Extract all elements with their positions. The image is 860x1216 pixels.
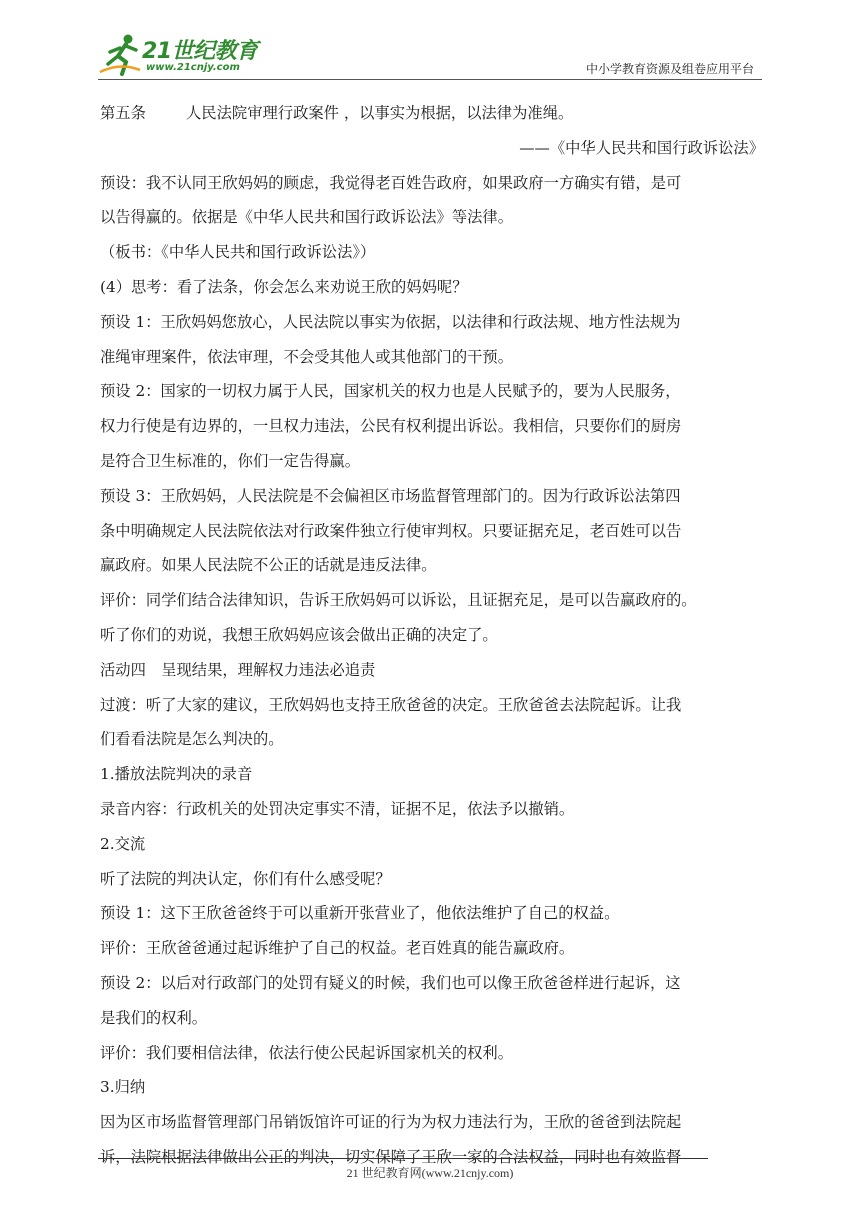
text-line: 预设：我不认同王欣妈妈的顾虑，我觉得老百姓告政府，如果政府一方确实有错，是可	[100, 173, 682, 192]
page-header	[98, 30, 762, 80]
text-line: 以告得赢的。依据是《中华人民共和国行政诉讼法》等法律。	[100, 208, 514, 227]
logo-title: 21世纪教育	[142, 39, 258, 64]
text-line: 2.交流	[100, 834, 146, 853]
text-line: 1.播放法院判决的录音	[100, 765, 253, 784]
text-line: 诉，法院根据法律做出公正的判决，切实保障了王欣一家的合法权益，同时也有效监督	[100, 1147, 682, 1166]
footer-divider	[98, 1158, 708, 1159]
text-line: 预设 1：这下王欣爸爸终于可以重新开张营业了，他依法维护了自己的权益。	[100, 904, 620, 923]
text-line: 评价：我们要相信法律，依法行使公民起诉国家机关的权利。	[100, 1043, 514, 1062]
text-line: 是符合卫生标准的，你们一定告得赢。	[100, 451, 361, 470]
text-line: 们看看法院是怎么判决的。	[100, 730, 284, 749]
article-text: 人民法院审理行政案件 ，以事实为根据，以法律为准绳。	[186, 104, 574, 122]
header-divider	[98, 79, 762, 80]
text-line: 听了你们的劝说，我想王欣妈妈应该会做出正确的决定了。	[100, 625, 498, 644]
text-line: 预设 3：王欣妈妈，人民法院是不会偏袒区市场监督管理部门的。因为行政诉讼法第四	[100, 486, 681, 505]
text-line: 因为区市场监督管理部门吊销饭馆许可证的行为为权力违法行为，王欣的爸爸到法院起	[100, 1113, 682, 1132]
section-heading: 活动四 呈现结果，理解权力违法必追责	[100, 660, 376, 679]
platform-name: 中小学教育资源及组卷应用平台	[585, 62, 754, 76]
page-footer[interactable]: 21 世纪教育网(www.21cnjy.com)	[346, 1166, 514, 1180]
article-label: 第五条	[100, 104, 146, 122]
article-quote	[100, 96, 764, 131]
text-line: （板书：《中华人民共和国行政诉讼法》）	[100, 243, 376, 262]
text-line: 过渡：听了大家的建议，王欣妈妈也支持王欣爸爸的决定。王欣爸爸去法院起诉。让我	[100, 695, 682, 714]
article-source: ——《中华人民共和国行政诉讼法》	[519, 138, 764, 157]
text-line: 3.归纳	[100, 1078, 146, 1097]
text-line: 评价：同学们结合法律知识，告诉王欣妈妈可以诉讼，且证据充足，是可以告赢政府的。	[100, 591, 697, 610]
text-line: 条中明确规定人民法院依法对行政案件独立行使审判权。只要证据充足，老百姓可以告	[100, 521, 682, 540]
text-line: 听了法院的判决认定，你们有什么感受呢？	[100, 869, 391, 888]
site-logo[interactable]	[98, 30, 268, 78]
runner-logo-icon	[98, 32, 142, 76]
text-line: (4）思考：看了法条，你会怎么来劝说王欣的妈妈呢？	[100, 277, 468, 296]
text-line: 预设 2：国家的一切权力属于人民，国家机关的权力也是人民赋予的，要为人民服务，	[100, 382, 681, 401]
text-line: 权力行使是有边界的，一旦权力违法，公民有权利提出诉讼。我相信，只要你们的厨房	[100, 417, 682, 436]
logo-url: www.21cnjy.com	[146, 62, 240, 73]
text-line: 是我们的权利。	[100, 1008, 208, 1027]
text-line: 赢政府。如果人民法院不公正的话就是违反法律。	[100, 556, 437, 575]
text-line: 预设 1：王欣妈妈您放心，人民法院以事实为依据，以法律和行政法规、地方性法规为	[100, 312, 681, 331]
text-line: 录音内容：行政机关的处罚决定事实不清，证据不足，依法予以撤销。	[100, 799, 575, 818]
text-line: 评价：王欣爸爸通过起诉维护了自己的权益。老百姓真的能告赢政府。	[100, 939, 575, 958]
text-line: 准绳审理案件，依法审理，不会受其他人或其他部门的干预。	[100, 347, 514, 366]
text-line: 预设 2：以后对行政部门的处罚有疑义的时候，我们也可以像王欣爸爸样进行起诉，这	[100, 973, 681, 992]
document-body	[100, 96, 764, 1175]
